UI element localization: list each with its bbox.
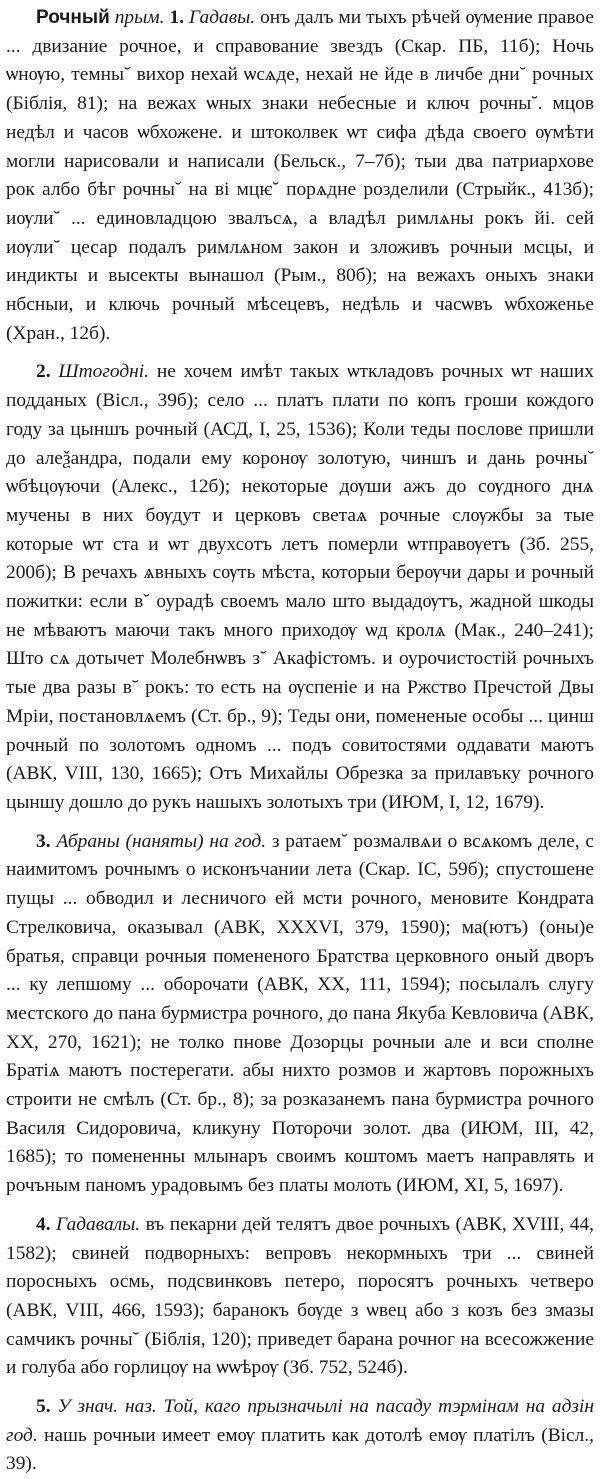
sense-gloss: Гадавалы. xyxy=(55,1213,141,1235)
sense-number: 5. xyxy=(36,1396,51,1418)
sense-text: нашь рочныи имеет емѹ платить как дотолѣ емѹ платілъ (Вісл., 39). xyxy=(6,1424,594,1475)
sense-text: не хочем имѣт такых ѡткладовъ рочных ѡт наших подданых (Вісл., 39б); село ... платъ плати по копъ гроши кождого году за цыншъ рочный (АСД, I, 25, 1536); Коли теды послове пришли до алеѯандра, подали ему коронѹ золотую, чиншъ и дань рочны˘ ѡбѣцѹючи (Алекс., 12б); некоторые дѹши ажъ до сѹдного днѧ мучены в них бѹдут и церковъ светаѧ рочные слѹжбы за тые которые ѡт ста и ѡт двухсотъ летъ померли ѡтправѹетъ (Зб. 255, 200б); В речахъ ѧвныхъ сѹть мѣста, которыи берѹчи дары и рочный пожитки: если в˘ оурадѣ своемъ мало што выдадѹтъ, жадной шкоды не мѣваютъ маючи такъ много приходѹ ѡд кролѧ (Мак., 240–241); Што сѧ дотычет Молебнѡвъ з˘ Акафістомъ. и оурочистостій рочныхъ тые два разы в˘ рокъ: то есть на ѹспеніе и на Ржство Пречстой Двы Мріи, постановлѧемъ (Ст. бр., 9); Теды они, помененые особы ... цинш рочный по золотомъ одномъ ... подъ совитостями оддавати маютъ (АВК, VIII, 130, 1665); Отъ Михайлы Обрезка за прилавъку рочного цыншу дошло до рукъ нашыхъ золотыхъ три (ИЮМ, I, 12, 1679). xyxy=(6,361,594,813)
part-of-speech: прым. xyxy=(114,7,165,28)
sense-text: з ратаем˘ розмалвѧи о всѧкомъ деле, с наимитомъ рочнымъ о исконъчании лета (Скар. IC, 59б); спустошене пущы ... обводил и лесничого ей мсти рочного, меновите Кондрата Стрелковича, оказывал (АВК, XXXVI, 379, 1590); ма(ютъ) (оны)е братья, справци рочныя помененого Братства церковного оный дворъ ... ку лепшому ... оборочати (АВК, XX, 111, 1594); посылалъ слугу местского до пана бурмистра рочного, до пана Якуба Кевловича (АВК, XX, 270, 1621); не толко пнове Дозорцы рочныи але и вси сполне Братіѧ маютъ постерегати. абы нихто розмов и жартовъ порожныхъ строити не смѣлъ (Ст. бр., 8); за розказанемъ пана бурмистра рочного Василя Сидоровича, кликуну Поторочи золот. два (ИЮМ, III, 42, 1685); то помененны млынаръ своимъ коштомъ маетъ направлять и рочъным паномъ урадовымъ без платы молоть (ИЮМ, XI, 5, 1697). xyxy=(6,830,594,1197)
sense-number: 2. xyxy=(36,361,51,383)
sense-text: онъ далъ ми тыхъ рѣчей ѹмение правое ... двизание рочное, и справование звездъ (Скар. ПБ, 11б); Ночь ѡнѹю, темны˘ вихор нехай ѡсѧде, нехай не йде в личбе дни˘ рочных (Біблія, 81); на вежах ѡных знаки небесные и ключ рочны˘. мцов недѣл и часов ѡбхожене. и штоколвек ѡт сифа дѣда своего ѹмѣти могли нарисовали и написали (Бельск., 7–7б); тыи два патриархове рок албо бѣг рочны˘ на ві мцѥ˘ порѧдне розделили (Стрыйк., 413б); иѹли˘ ... единовладцою звалъсѧ, а владѣл римлѧны рокъ йі. сей иѹли˘ цесар подалъ римлѧном закон и зложивъ рочныи мсцы, и индикты и высекты вынашол (Рым., 80б); на вежахъ оныхъ знаки нбсныи, и ключь рочный мѣсецевъ, недѣль и часѡвъ ѡбхоженье (Хран., 12б). xyxy=(6,7,594,344)
sense-number: 3. xyxy=(36,830,51,852)
sense-1 xyxy=(6,4,594,348)
sense-2 xyxy=(6,358,594,817)
sense-number: 1. xyxy=(169,7,184,28)
sense-number: 4. xyxy=(36,1213,51,1235)
sense-3 xyxy=(6,828,594,1201)
sense-gloss: У знач. наз. Той, каго прызначылі на пасаду тэрмінам на адзін год. xyxy=(6,1396,594,1446)
headword: Рочный xyxy=(36,7,110,28)
sense-4 xyxy=(6,1211,594,1383)
sense-5 xyxy=(6,1393,594,1479)
sense-gloss: Гадавы. xyxy=(188,7,256,28)
sense-gloss: Штогодні. xyxy=(58,361,150,383)
sense-gloss: Абраны (наняты) на год. xyxy=(56,830,267,852)
sense-text: въ пекарни дей телятъ двое рочныхъ (АВК, XVIII, 44, 1582); свиней подворныхъ: вепровъ некормныхъ три ... свиней поросныхъ осмь, подсвинковъ петеро, поросятъ рочныхъ четверо (АВК, VIII, 466, 1593); баранокъ бѹде з ѡвец або з козъ без змазы самчикъ рочны˘ (Біблія, 120); приведет барана рочног на всесожжение и голуба або горлицѹ на ѡѡѣрѹ (Зб. 752, 524б). xyxy=(6,1213,594,1379)
